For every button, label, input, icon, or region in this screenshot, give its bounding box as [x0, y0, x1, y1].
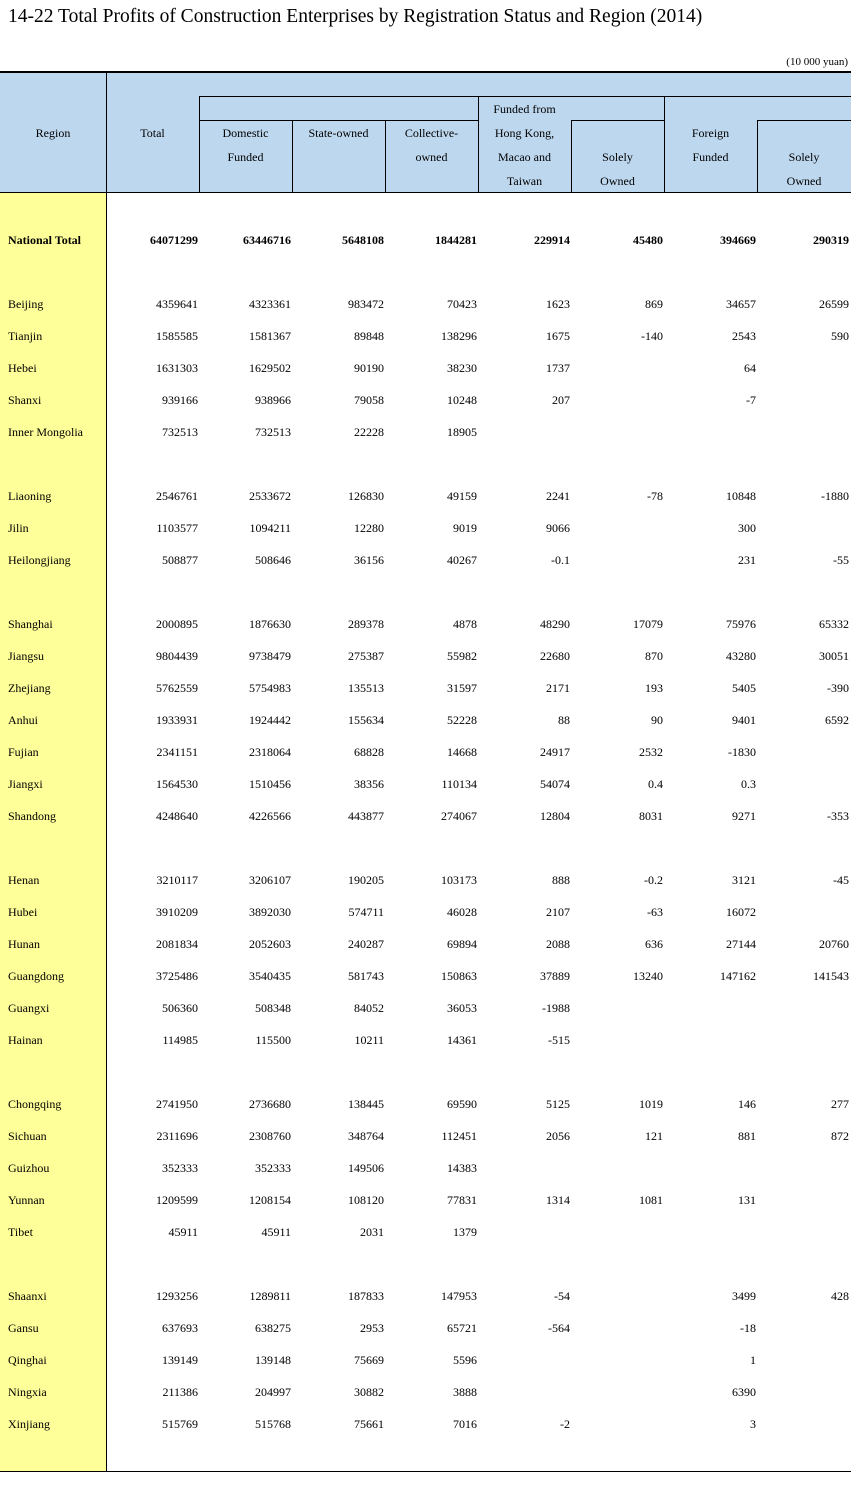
row-value: 135513 — [348, 681, 384, 695]
row-value: 732513 — [162, 425, 198, 439]
row-value: -78 — [647, 489, 663, 503]
row-value: 37889 — [540, 969, 570, 983]
header-state-owned: State-owned — [308, 126, 369, 140]
row-value: 13240 — [633, 969, 663, 983]
row-value: 443877 — [348, 809, 384, 823]
row-value: 30882 — [354, 1385, 384, 1399]
row-value: 31597 — [447, 681, 477, 695]
row-value: 4359641 — [156, 297, 198, 311]
row-value: 3888 — [453, 1385, 477, 1399]
row-value: 8031 — [639, 809, 663, 823]
row-value: 5596 — [453, 1353, 477, 1367]
row-value: 193 — [645, 681, 663, 695]
row-value: 9019 — [453, 521, 477, 535]
row-value: 14383 — [447, 1161, 477, 1175]
row-value: 12804 — [540, 809, 570, 823]
row-value: -564 — [548, 1321, 570, 1335]
row-value: 0.4 — [648, 777, 663, 791]
row-value: 65332 — [819, 617, 849, 631]
row-value: 84052 — [354, 1001, 384, 1015]
row-value: 939166 — [162, 393, 198, 407]
row-value: 90 — [651, 713, 663, 727]
row-value: 110134 — [441, 777, 477, 791]
region-column-divider — [106, 73, 107, 1472]
row-value: 36156 — [354, 553, 384, 567]
row-region: Zhejiang — [8, 681, 51, 695]
row-value: 114985 — [162, 1033, 198, 1047]
row-value: 3725486 — [156, 969, 198, 983]
row-value: 88 — [558, 713, 570, 727]
row-value: 289378 — [348, 617, 384, 631]
row-region: Henan — [8, 873, 40, 887]
row-value: 2081834 — [156, 937, 198, 951]
row-value: 45911 — [261, 1225, 291, 1239]
table-row — [0, 230, 851, 250]
row-value: 45480 — [633, 233, 663, 247]
row-value: 1081 — [639, 1193, 663, 1207]
row-value: 207 — [552, 393, 570, 407]
row-region: Shanghai — [8, 617, 53, 631]
table-row — [0, 486, 851, 506]
row-value: 508348 — [255, 1001, 291, 1015]
table-row — [0, 646, 851, 666]
row-value: 187833 — [348, 1289, 384, 1303]
row-value: 17079 — [633, 617, 663, 631]
row-region: Heilongjiang — [8, 553, 71, 567]
row-region: Ningxia — [8, 1385, 47, 1399]
row-value: 1209599 — [156, 1193, 198, 1207]
row-value: 45911 — [168, 1225, 198, 1239]
row-value: 40267 — [447, 553, 477, 567]
header-total: Total — [140, 126, 165, 140]
row-value: 9401 — [732, 713, 756, 727]
row-value: -54 — [554, 1289, 570, 1303]
row-value: 115500 — [255, 1033, 291, 1047]
row-value: 2546761 — [156, 489, 198, 503]
header-foreign-solely-owned: Solely Owned — [786, 150, 822, 188]
row-region: Jiangxi — [8, 777, 43, 791]
table-row — [0, 742, 851, 762]
row-region: Yunnan — [8, 1193, 45, 1207]
table-row — [0, 1286, 851, 1306]
row-region: Guizhou — [8, 1161, 50, 1175]
table-row — [0, 1382, 851, 1402]
row-value: 870 — [645, 649, 663, 663]
row-region: Guangdong — [8, 969, 64, 983]
region-column-fill — [0, 193, 106, 1471]
row-value: 3499 — [732, 1289, 756, 1303]
row-value: 2532 — [639, 745, 663, 759]
row-value: 1 — [750, 1353, 756, 1367]
row-value: 352333 — [255, 1161, 291, 1175]
row-value: 983472 — [348, 297, 384, 311]
page-title: 14-22 Total Profits of Construction Enterprises by Registration Status and Region (2014) — [8, 6, 703, 27]
row-value: -0.1 — [551, 553, 570, 567]
table-row — [0, 422, 851, 442]
header-region: Region — [35, 126, 71, 140]
row-value: 150863 — [441, 969, 477, 983]
row-value: 888 — [552, 873, 570, 887]
row-value: 49159 — [447, 489, 477, 503]
row-value: 211386 — [162, 1385, 198, 1399]
row-value: 138296 — [441, 329, 477, 343]
row-value: 43280 — [726, 649, 756, 663]
table-row — [0, 1414, 851, 1434]
table-row — [0, 710, 851, 730]
row-value: 147953 — [441, 1289, 477, 1303]
table-row — [0, 1158, 851, 1178]
row-value: 2318064 — [249, 745, 291, 759]
row-value: 1293256 — [156, 1289, 198, 1303]
row-value: 22680 — [540, 649, 570, 663]
row-value: 229914 — [534, 233, 570, 247]
table-row — [0, 998, 851, 1018]
row-value: 52228 — [447, 713, 477, 727]
row-value: 3540435 — [249, 969, 291, 983]
row-value: 146 — [738, 1097, 756, 1111]
row-value: 574711 — [348, 905, 384, 919]
row-value: 1629502 — [249, 361, 291, 375]
row-value: 126830 — [348, 489, 384, 503]
row-value: 75661 — [354, 1417, 384, 1431]
row-value: 506360 — [162, 1001, 198, 1015]
row-region: Tianjin — [8, 329, 43, 343]
row-value: 4878 — [453, 617, 477, 631]
row-value: 638275 — [255, 1321, 291, 1335]
row-value: 274067 — [441, 809, 477, 823]
row-region: Gansu — [8, 1321, 39, 1335]
row-value: 70423 — [447, 297, 477, 311]
row-value: -140 — [641, 329, 663, 343]
table-row — [0, 1190, 851, 1210]
row-region: Shandong — [8, 809, 56, 823]
row-region: Anhui — [8, 713, 38, 727]
row-region: Hainan — [8, 1033, 43, 1047]
row-value: 1623 — [546, 297, 570, 311]
row-value: 3210117 — [156, 873, 198, 887]
row-value: 2308760 — [249, 1129, 291, 1143]
row-value: 3892030 — [249, 905, 291, 919]
row-region: Xinjiang — [8, 1417, 50, 1431]
row-value: 394669 — [720, 233, 756, 247]
row-value: 2000895 — [156, 617, 198, 631]
row-value: 275387 — [348, 649, 384, 663]
row-value: 20760 — [819, 937, 849, 951]
row-value: 38356 — [354, 777, 384, 791]
row-value: 69894 — [447, 937, 477, 951]
header-foreign-funded: Foreign Funded — [691, 126, 730, 164]
row-value: 89848 — [354, 329, 384, 343]
row-value: 2953 — [360, 1321, 384, 1335]
row-value: -2 — [560, 1417, 570, 1431]
row-value: 881 — [738, 1129, 756, 1143]
row-value: 515769 — [162, 1417, 198, 1431]
row-value: 3121 — [732, 873, 756, 887]
row-value: 3910209 — [156, 905, 198, 919]
table-row — [0, 1030, 851, 1050]
row-region: Sichuan — [8, 1129, 47, 1143]
row-value: 9738479 — [249, 649, 291, 663]
row-value: 38230 — [447, 361, 477, 375]
row-value: -1880 — [821, 489, 849, 503]
row-value: 1510456 — [249, 777, 291, 791]
header-collective-owned: Collective- owned — [404, 126, 459, 164]
row-value: 1581367 — [249, 329, 291, 343]
row-value: 2543 — [732, 329, 756, 343]
row-value: 22228 — [354, 425, 384, 439]
row-value: 1631303 — [156, 361, 198, 375]
row-value: 1094211 — [249, 521, 291, 535]
row-value: 2171 — [546, 681, 570, 695]
header-subgroup-line — [757, 120, 851, 121]
row-value: 26599 — [819, 297, 849, 311]
row-value: 5762559 — [156, 681, 198, 695]
row-value: 14361 — [447, 1033, 477, 1047]
row-value: 149506 — [348, 1161, 384, 1175]
row-region: Jiangsu — [8, 649, 44, 663]
table-row — [0, 806, 851, 826]
row-value: -390 — [827, 681, 849, 695]
row-value: 64 — [744, 361, 756, 375]
row-value: 1585585 — [156, 329, 198, 343]
row-region: Hebei — [8, 361, 37, 375]
row-value: 348764 — [348, 1129, 384, 1143]
table-row — [0, 966, 851, 986]
row-value: 2052603 — [249, 937, 291, 951]
row-region: Fujian — [8, 745, 39, 759]
row-value: 590 — [831, 329, 849, 343]
row-value: 68828 — [354, 745, 384, 759]
row-value: 2341151 — [156, 745, 198, 759]
header-hk-macao-taiwan: Funded from Hong Kong, Macao and Taiwan — [493, 102, 556, 188]
row-value: 508877 — [162, 553, 198, 567]
row-value: 1933931 — [156, 713, 198, 727]
row-value: -1988 — [542, 1001, 570, 1015]
row-value: 18905 — [447, 425, 477, 439]
row-value: 12280 — [354, 521, 384, 535]
row-value: 1675 — [546, 329, 570, 343]
row-value: 6592 — [825, 713, 849, 727]
table-row — [0, 1318, 851, 1338]
unit-label: (10 000 yuan) — [786, 56, 848, 68]
row-value: 131 — [738, 1193, 756, 1207]
row-value: 9066 — [546, 521, 570, 535]
row-value: 77831 — [447, 1193, 477, 1207]
table-row — [0, 1350, 851, 1370]
row-value: 869 — [645, 297, 663, 311]
row-value: 7016 — [453, 1417, 477, 1431]
row-value: 138445 — [348, 1097, 384, 1111]
row-value: 2533672 — [249, 489, 291, 503]
table-row — [0, 326, 851, 346]
row-value: 872 — [831, 1129, 849, 1143]
row-value: -7 — [746, 393, 756, 407]
row-value: 508646 — [255, 553, 291, 567]
row-value: 2241 — [546, 489, 570, 503]
row-value: 141543 — [813, 969, 849, 983]
row-value: 231 — [738, 553, 756, 567]
row-value: 54074 — [540, 777, 570, 791]
row-region: Shaanxi — [8, 1289, 47, 1303]
header-subgroup-line — [571, 120, 664, 121]
row-value: -353 — [827, 809, 849, 823]
row-value: 277 — [831, 1097, 849, 1111]
row-value: 55982 — [447, 649, 477, 663]
row-value: 2031 — [360, 1225, 384, 1239]
row-value: 14668 — [447, 745, 477, 759]
row-region: Liaoning — [8, 489, 52, 503]
row-value: 428 — [831, 1289, 849, 1303]
row-value: 2736680 — [249, 1097, 291, 1111]
table-row — [0, 774, 851, 794]
row-value: 637693 — [162, 1321, 198, 1335]
row-value: 1876630 — [249, 617, 291, 631]
row-value: 3206107 — [249, 873, 291, 887]
row-value: 636 — [645, 937, 663, 951]
row-value: 290319 — [813, 233, 849, 247]
row-value: 5405 — [732, 681, 756, 695]
row-value: 2056 — [546, 1129, 570, 1143]
row-value: -515 — [548, 1033, 570, 1047]
table-row — [0, 870, 851, 890]
table-row — [0, 1126, 851, 1146]
row-value: 2107 — [546, 905, 570, 919]
row-value: 24917 — [540, 745, 570, 759]
row-value: 732513 — [255, 425, 291, 439]
row-value: 36053 — [447, 1001, 477, 1015]
row-value: 1103577 — [156, 521, 198, 535]
table-row — [0, 902, 851, 922]
row-value: 90190 — [354, 361, 384, 375]
header-bottom-rule — [0, 192, 851, 193]
row-region: Guangxi — [8, 1001, 50, 1015]
row-value: 27144 — [726, 937, 756, 951]
row-value: 938966 — [255, 393, 291, 407]
row-value: 10848 — [726, 489, 756, 503]
row-value: 240287 — [348, 937, 384, 951]
table-row — [0, 390, 851, 410]
row-value: 16072 — [726, 905, 756, 919]
row-value: 5125 — [546, 1097, 570, 1111]
row-value: 3 — [750, 1417, 756, 1431]
row-region: Inner Mongolia — [8, 425, 83, 439]
row-value: 9271 — [732, 809, 756, 823]
row-region: Tibet — [8, 1225, 33, 1239]
table-bottom-rule — [0, 1471, 851, 1472]
row-value: 581743 — [348, 969, 384, 983]
row-value: 5754983 — [249, 681, 291, 695]
row-value: 4248640 — [156, 809, 198, 823]
header-domestic-funded: Domestic Funded — [222, 126, 269, 164]
row-value: 0.3 — [741, 777, 756, 791]
row-value: 1379 — [453, 1225, 477, 1239]
row-value: 1564530 — [156, 777, 198, 791]
row-value: 34657 — [726, 297, 756, 311]
row-region: Shanxi — [8, 393, 42, 407]
row-value: 75669 — [354, 1353, 384, 1367]
row-value: 65721 — [447, 1321, 477, 1335]
row-value: 2741950 — [156, 1097, 198, 1111]
row-value: 46028 — [447, 905, 477, 919]
row-value: 155634 — [348, 713, 384, 727]
row-value: 139149 — [162, 1353, 198, 1367]
row-value: 515768 — [255, 1417, 291, 1431]
row-region: Jilin — [8, 521, 29, 535]
row-region: Qinghai — [8, 1353, 47, 1367]
row-value: 147162 — [720, 969, 756, 983]
row-value: 1737 — [546, 361, 570, 375]
row-value: 48290 — [540, 617, 570, 631]
row-value: 1314 — [546, 1193, 570, 1207]
row-value: 103173 — [441, 873, 477, 887]
row-value: 69590 — [447, 1097, 477, 1111]
row-value: 352333 — [162, 1161, 198, 1175]
row-value: 1844281 — [435, 233, 477, 247]
table-row — [0, 1222, 851, 1242]
row-value: -1830 — [728, 745, 756, 759]
row-value: 30051 — [819, 649, 849, 663]
row-region: Hubei — [8, 905, 38, 919]
row-value: 4226566 — [249, 809, 291, 823]
table-row — [0, 294, 851, 314]
row-value: -45 — [833, 873, 849, 887]
row-region: Hunan — [8, 937, 40, 951]
table-row — [0, 678, 851, 698]
row-value: 1019 — [639, 1097, 663, 1111]
row-value: 112451 — [441, 1129, 477, 1143]
row-value: -0.2 — [644, 873, 663, 887]
table-row — [0, 518, 851, 538]
row-value: 75976 — [726, 617, 756, 631]
row-value: 121 — [645, 1129, 663, 1143]
row-value: 1924442 — [249, 713, 291, 727]
row-value: 64071299 — [150, 233, 198, 247]
row-value: 9804439 — [156, 649, 198, 663]
row-value: 2088 — [546, 937, 570, 951]
table-row — [0, 550, 851, 570]
row-region: National Total — [8, 233, 82, 247]
row-value: 1289811 — [249, 1289, 291, 1303]
row-value: 2311696 — [156, 1129, 198, 1143]
header-hk-solely-owned: Solely Owned — [600, 150, 635, 188]
row-value: 10211 — [354, 1033, 384, 1047]
row-value: 10248 — [447, 393, 477, 407]
row-value: 79058 — [354, 393, 384, 407]
row-value: 139148 — [255, 1353, 291, 1367]
row-value: 1208154 — [249, 1193, 291, 1207]
table-row — [0, 358, 851, 378]
row-value: 300 — [738, 521, 756, 535]
row-value: -63 — [647, 905, 663, 919]
row-value: 5648108 — [342, 233, 384, 247]
row-value: -18 — [740, 1321, 756, 1335]
row-value: 4323361 — [249, 297, 291, 311]
row-region: Beijing — [8, 297, 44, 311]
row-value: -55 — [833, 553, 849, 567]
row-value: 204997 — [255, 1385, 291, 1399]
row-region: Chongqing — [8, 1097, 62, 1111]
row-value: 190205 — [348, 873, 384, 887]
table-row — [0, 1094, 851, 1114]
row-value: 108120 — [348, 1193, 384, 1207]
row-value: 6390 — [732, 1385, 756, 1399]
table-row — [0, 614, 851, 634]
row-value: 63446716 — [243, 233, 291, 247]
table-row — [0, 934, 851, 954]
